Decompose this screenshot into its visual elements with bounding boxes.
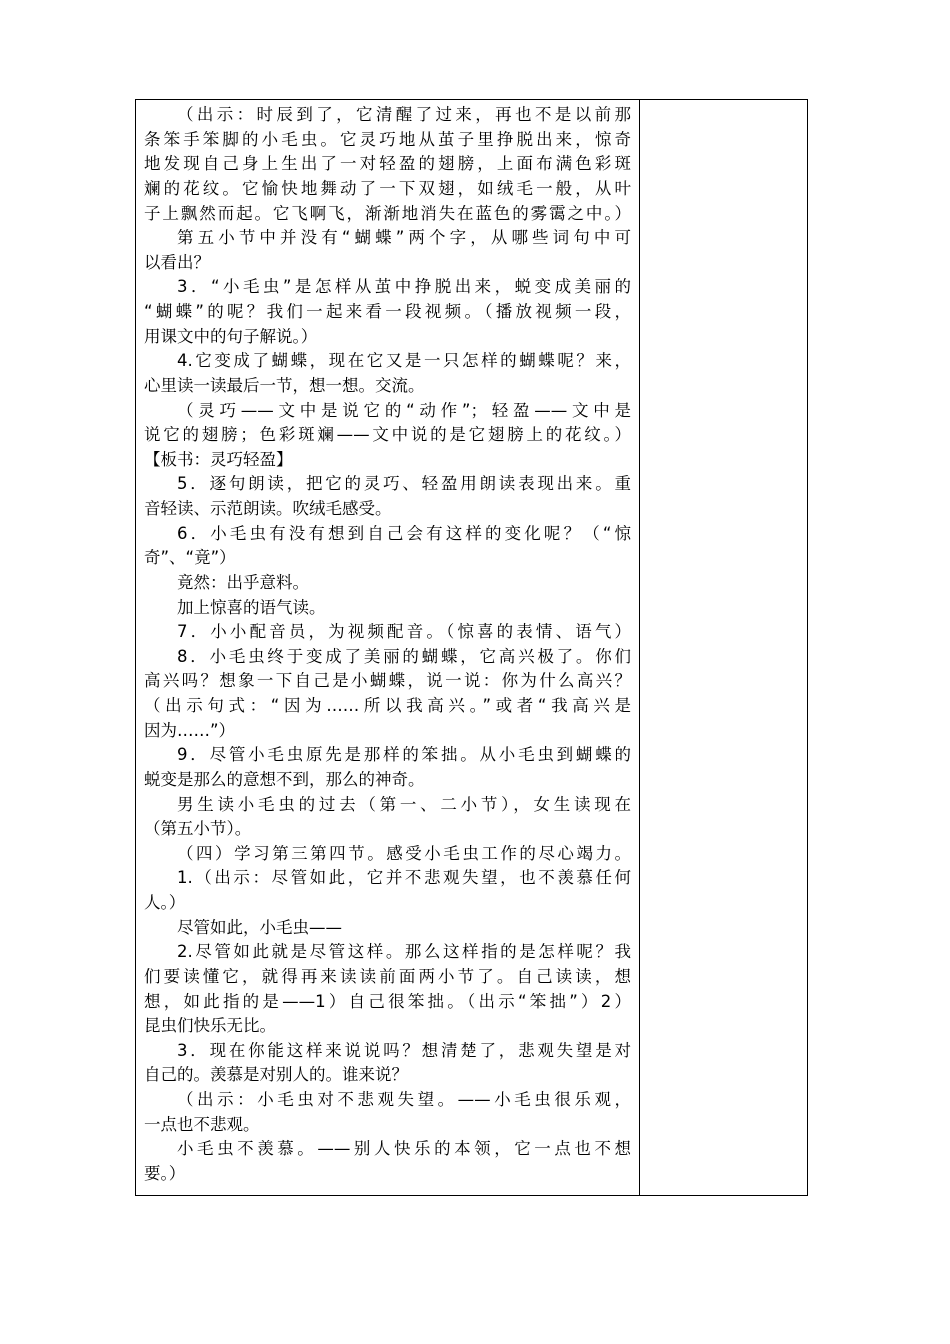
text-line: 地发现自己身上生出了一对轻盈的翅膀，上面布满色彩斑 <box>144 154 631 174</box>
text-line: 男生读小毛虫的过去（第一、二小节），女生读现在 <box>177 794 631 814</box>
text-line: 说它的翅膀；色彩斑斓——文中说的是它翅膀上的花纹。） <box>144 425 631 445</box>
text-line: 8．小毛虫终于变成了美丽的蝴蝶，它高兴极了。你们 <box>177 646 631 666</box>
text-line: 2.尽管如此就是尽管这样。那么这样指的是怎样呢？我 <box>177 942 631 962</box>
text-line: 【板书：灵巧轻盈】 <box>144 449 293 469</box>
text-line: 竟然：出乎意料。 <box>177 572 309 592</box>
text-line: （出示：小毛虫对不悲观失望。——小毛虫很乐观， <box>177 1090 631 1109</box>
text-line: 尽管如此，小毛虫—— <box>177 917 342 937</box>
text-line: 小毛虫不羡慕。——别人快乐的本领，它一点也不想 <box>177 1139 631 1159</box>
text-line: 以看出？ <box>144 252 210 272</box>
text-line: 加上惊喜的语气读。 <box>177 597 326 617</box>
text-line: 因为……”） <box>144 720 236 740</box>
text-line: 心里读一读最后一节，想一想。交流。 <box>144 375 425 395</box>
text-line: （灵巧——文中是说它的“动作”；轻盈——文中是 <box>177 400 631 420</box>
text-line: 条笨手笨脚的小毛虫。它灵巧地从茧子里挣脱出来，惊奇 <box>144 129 631 149</box>
text-line: 5．逐句朗读，把它的灵巧、轻盈用朗读表现出来。重 <box>177 474 631 494</box>
text-line: “蝴蝶”的呢？我们一起来看一段视频。（播放视频一段， <box>144 302 631 321</box>
text-line: 要。） <box>144 1163 186 1183</box>
lesson-content-cell <box>144 103 631 1187</box>
lesson-table <box>135 99 808 1196</box>
text-line: 3．现在你能这样来说说吗？想清楚了，悲观失望是对 <box>177 1040 631 1060</box>
text-line: 昆虫们快乐无比。 <box>144 1016 276 1036</box>
text-line: 们要读懂它，就得再来读读前面两小节了。自己读读，想 <box>144 966 631 986</box>
text-line: （出示句式：“因为……所以我高兴。”或者“我高兴是 <box>144 696 631 715</box>
text-line: 一点也不悲观。 <box>144 1114 260 1134</box>
text-line: 音轻读、示范朗读。吹绒毛感受。 <box>144 499 392 518</box>
text-line: 7．小小配音员，为视频配音。（惊喜的表情、语气） <box>177 622 631 642</box>
text-line: 9．尽管小毛虫原先是那样的笨拙。从小毛虫到蝴蝶的 <box>177 745 631 765</box>
text-line: 自己的。羡慕是对别人的。谁来说？ <box>144 1065 408 1085</box>
text-line: 3．“小毛虫”是怎样从茧中挣脱出来，蜕变成美丽的 <box>177 277 631 297</box>
text-line: 子上飘然而起。它飞啊飞，渐渐地消失在蓝色的雾霭之中。） <box>144 203 631 223</box>
text-line: 4.它变成了蝴蝶，现在它又是一只怎样的蝴蝶呢？来， <box>177 351 631 371</box>
text-line: 高兴吗？想象一下自己是小蝴蝶，说一说：你为什么高兴？ <box>144 671 631 691</box>
text-line: 斓的花纹。它愉快地舞动了一下双翅，如绒毛一般，从叶 <box>144 178 631 198</box>
text-line: 蜕变是那么的意想不到，那么的神奇。 <box>144 769 425 789</box>
notes-cell <box>640 100 807 1195</box>
text-line: （四）学习第三第四节。感受小毛虫工作的尽心竭力。 <box>177 843 631 863</box>
text-line: （第五小节）。 <box>144 819 252 839</box>
text-line: 奇”、“竟”） <box>144 548 236 568</box>
text-line: 第五小节中并没有“蝴蝶”两个字，从哪些词句中可 <box>177 228 631 248</box>
text-line: 人。） <box>144 893 186 912</box>
text-line: 想，如此指的是——1）自己很笨拙。（出示“笨拙”）2） <box>144 991 631 1011</box>
text-line: 6．小毛虫有没有想到自己会有这样的变化呢？（“惊 <box>177 523 631 543</box>
text-line: 1.（出示：尽管如此，它并不悲观失望，也不羡慕任何 <box>177 868 631 888</box>
text-line: 用课文中的句子解说。） <box>144 326 318 346</box>
text-line: （出示：时辰到了，它清醒了过来，再也不是以前那 <box>177 105 631 124</box>
